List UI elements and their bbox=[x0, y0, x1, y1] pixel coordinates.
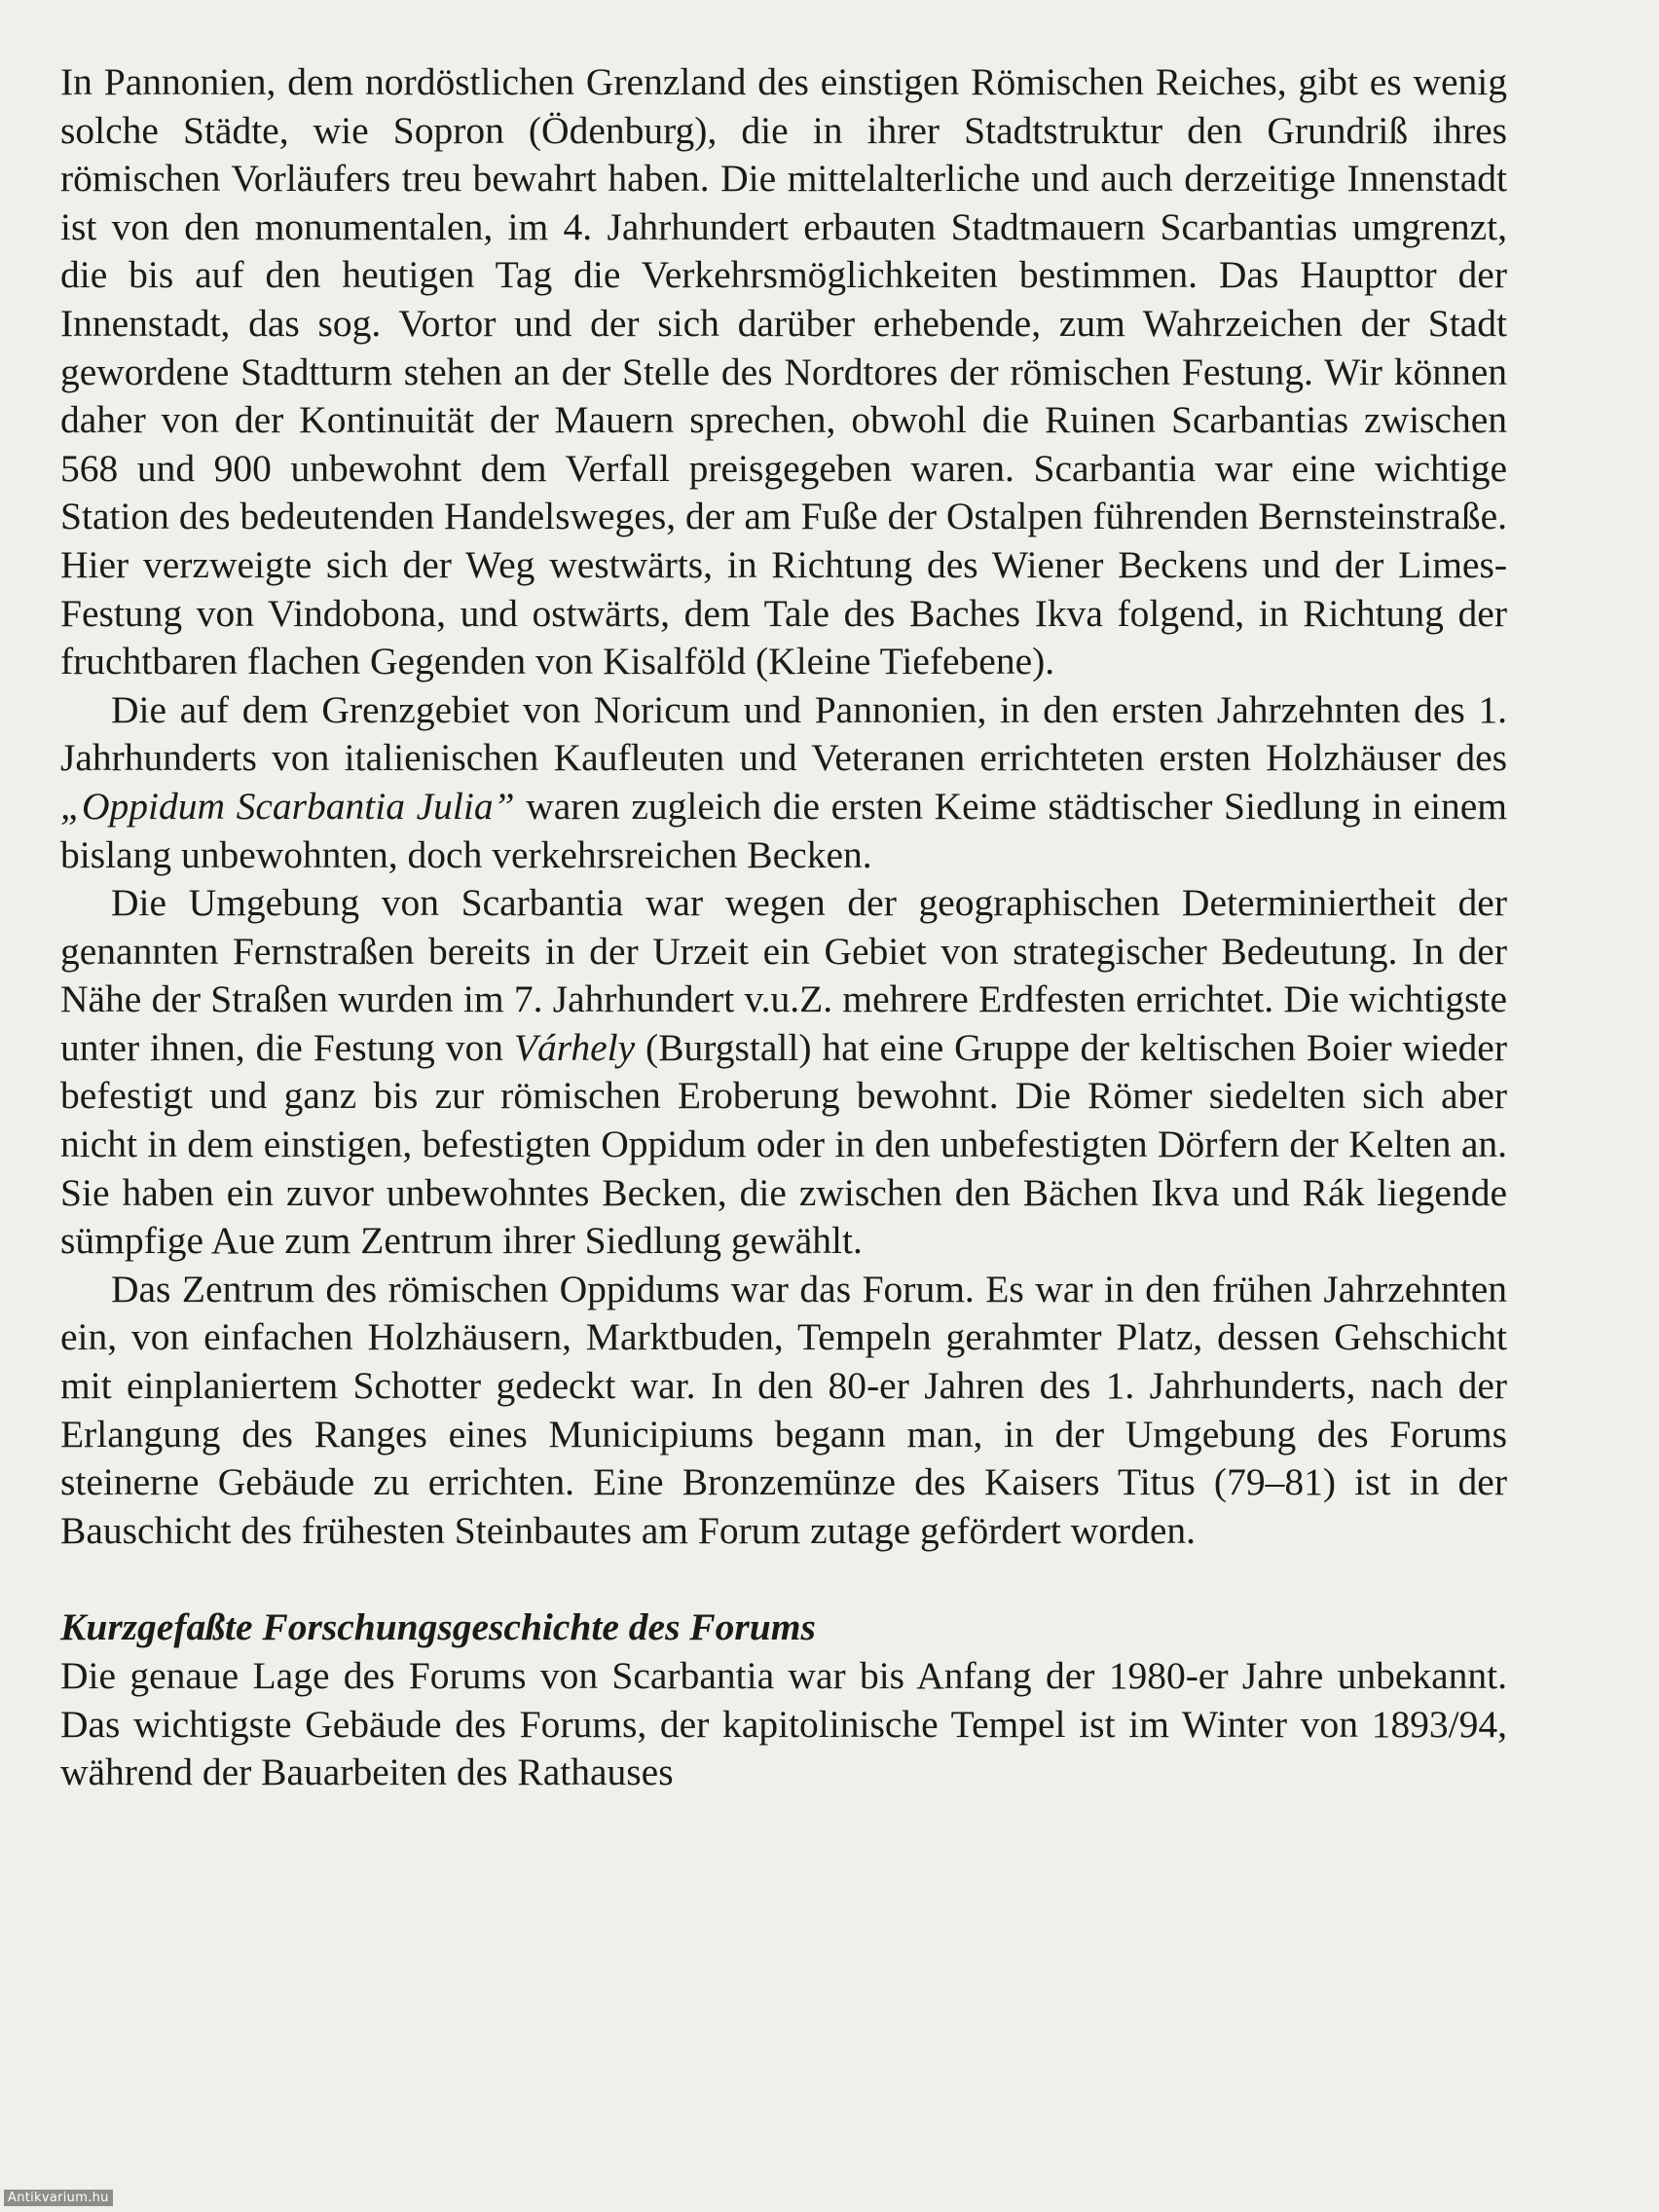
paragraph-forum-zentrum: Das Zentrum des römischen Oppidums war das Forum. Es war in den frühen Jahrzehnten ein, von einfachen Holzhäusern, Marktbuden, Tempeln gerahmter Platz, dessen Gehschicht mit einplaniertem Schotter gedeckt war. In den 80-er Jahren des 1. Jahrhunderts, nach der Erlangung des Ranges eines Municipiums begann man, in der Umgebung des Forums steinerne Gebäude zu errichten. Eine Bronzemünze des Kaisers Titus (79–81) ist in der Bauschicht des frühesten Steinbautes am Forum zutage gefördert worden. bbox=[60, 1267, 1507, 1552]
watermark-label: Antikvarium.hu bbox=[4, 2190, 113, 2206]
paragraph-umgebung bbox=[60, 879, 1507, 1266]
paragraph-umgebung-text-b: (Burgstall) hat eine Gruppe der keltischen Boier wieder befestigt und ganz bis zur römischen Eroberung bewohnt. Die Römer siedelten sich aber nicht in dem einstigen, befestigten Oppidum oder in den unbefestigten Dörfern der Kelten an. Sie haben ein zuvor unbewohntes Becken, die zwischen den Bächen Ikva und Rák liegende sümpfige Aue zum Zentrum ihrer Siedlung gewählt. bbox=[60, 1025, 1507, 1263]
paragraph-pannonien: In Pannonien, dem nordöstlichen Grenzland des einstigen Römischen Reiches, gibt es wenig solche Städte, wie Sopron (Ödenburg), die in ihrer Stadtstruktur den Grundriß ihres römischen Vorläufers treu bewahrt haben. Die mittelalterliche und auch derzeitige Innenstadt ist von den monumentalen, im 4. Jahrhundert erbauten Stadtmauern Scarbantias umgrenzt, die bis auf den heutigen Tag die Verkehrsmöglichkeiten bestimmen. Das Haupttor der Innenstadt, das sog. Vortor und der sich darüber erhebende, zum Wahrzeichen der Stadt gewordene Stadtturm stehen an der Stelle des Nordtores der römischen Festung. Wir können daher von der Kontinuität der Mauern sprechen, obwohl die Ruinen Scarbantias zwischen 568 und 900 unbewohnt dem Verfall preisgegeben waren. Scarbantia war eine wichtige Station des bedeutenden Handelsweges, der am Fuße der Ostalpen führenden Bernsteinstraße. Hier verzweigte sich der Weg westwärts, in Richtung des Wiener Beckens und der Limes-Festung von Vindobona, und ostwärts, dem Tale des Baches Ikva folgend, in Richtung der fruchtbaren flachen Gegenden von Kisalföld (Kleine Tiefebene). bbox=[60, 60, 1507, 683]
paragraph-oppidum bbox=[60, 686, 1507, 879]
document-page bbox=[60, 58, 1507, 1797]
oppidum-name: „Oppidum Scarbantia Julia” bbox=[60, 784, 515, 828]
paragraph-oppidum-text-b: waren zugleich die ersten Keime städtischer Siedlung in einem bislang unbewohnten, doch verkehrsreichen Becken. bbox=[60, 784, 1508, 876]
varhely-name: Várhely bbox=[513, 1025, 636, 1069]
paragraph-forschungsgeschichte: Die genaue Lage des Forums von Scarbantia war bis Anfang der 1980-er Jahre unbekannt. Das wichtigste Gebäude des Forums, der kapitolinische Tempel ist im Winter von 1893/94, während der Bauarbeiten des Rathauses bbox=[60, 1654, 1507, 1794]
paragraph-oppidum-text-a: Die auf dem Grenzgebiet von Noricum und Pannonien, in den ersten Jahrzehnten des 1. Jahrhunderts von italienischen Kaufleuten und Veteranen errichteten ersten Holzhäuser des bbox=[60, 687, 1507, 780]
section-heading: Kurzgefaßte Forschungsgeschichte des Forums bbox=[60, 1605, 816, 1649]
paragraph-umgebung-text-a: Die Umgebung von Scarbantia war wegen der geographischen Determiniertheit der genannten Fernstraßen bereits in der Urzeit ein Gebiet von strategischer Bedeutung. In der Nähe der Straßen wurden im 7. Jahrhundert v.u.Z. mehrere Erdfesten errichtet. Die wichtigste unter ihnen, die Festung von bbox=[60, 881, 1507, 1069]
